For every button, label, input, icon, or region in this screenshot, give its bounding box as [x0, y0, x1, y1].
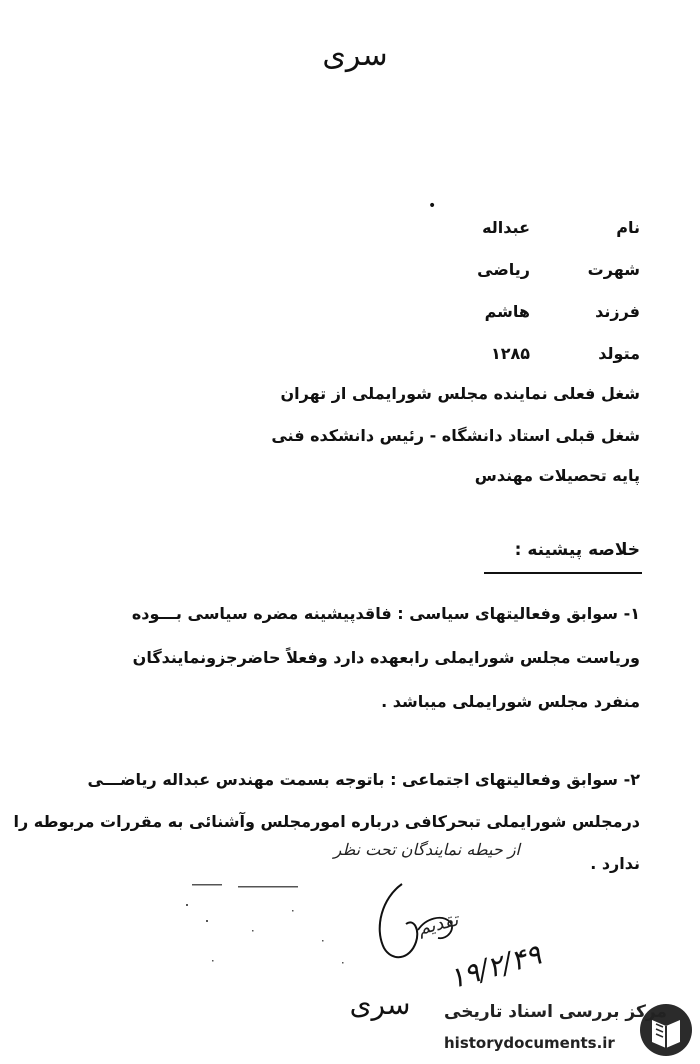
field-label: شهرت — [587, 260, 640, 279]
field-label: متولد — [598, 344, 640, 363]
logo-url: historydocuments.ir — [444, 1034, 615, 1052]
political-line-3: منفرد مجلس شورایملی میباشد . — [381, 692, 640, 711]
social-line-3: ندارد . — [590, 854, 640, 873]
field-value: عبداله — [482, 218, 530, 237]
field-surname — [477, 260, 640, 286]
field-label: فرزند — [595, 302, 640, 321]
field-value: ۱۲۸۵ — [490, 344, 530, 363]
summary-title: خلاصه پیشینه : — [514, 540, 640, 560]
classification-header: سری — [322, 38, 388, 73]
previous-job: شغل قبلی استاد دانشگاه - رئیس دانشکده فنی — [271, 426, 640, 445]
field-label: نام — [616, 218, 640, 237]
handwritten-date: ۱۹/۲/۴۹ — [445, 937, 545, 996]
handwritten-word: تقدیم — [416, 909, 461, 940]
current-job: شغل فعلی نماینده مجلس شورایملی از تهران — [280, 384, 640, 403]
handwritten-note: از حیطه نمایندگان تحت نظر — [333, 840, 520, 859]
classification-footer: سری — [349, 988, 411, 1021]
stamp-residue — [182, 880, 368, 974]
summary-underline — [484, 572, 642, 574]
field-value: ریاضی — [477, 260, 530, 279]
political-line-1: ۱- سوابق وفعالیتهای سیاسی : فاقدپیشینه مضره سیاسی بـــوده — [131, 604, 640, 623]
social-line-1: ۲- سوابق وفعالیتهای اجتماعی : باتوجه بسمت مهندس عبداله ریاضـــی — [87, 770, 640, 789]
education: پایه تحصیلات مهندس — [474, 466, 640, 485]
logo-title: مرکز بررسی اسناد تاریخی — [444, 1002, 667, 1022]
field-father — [485, 302, 640, 328]
field-name — [482, 218, 640, 244]
field-value: هاشم — [484, 302, 530, 321]
field-birth — [491, 344, 640, 370]
political-line-2: وریاست مجلس شورایملی رابعهده دارد وفعلاً حاضرجزونمایندگان — [132, 648, 640, 667]
social-line-2: درمجلس شورایملی تبحرکافی درباره امورمجلس وآشنائی به مقررات مربوطه را — [13, 812, 640, 831]
ink-dot: • — [428, 198, 437, 214]
